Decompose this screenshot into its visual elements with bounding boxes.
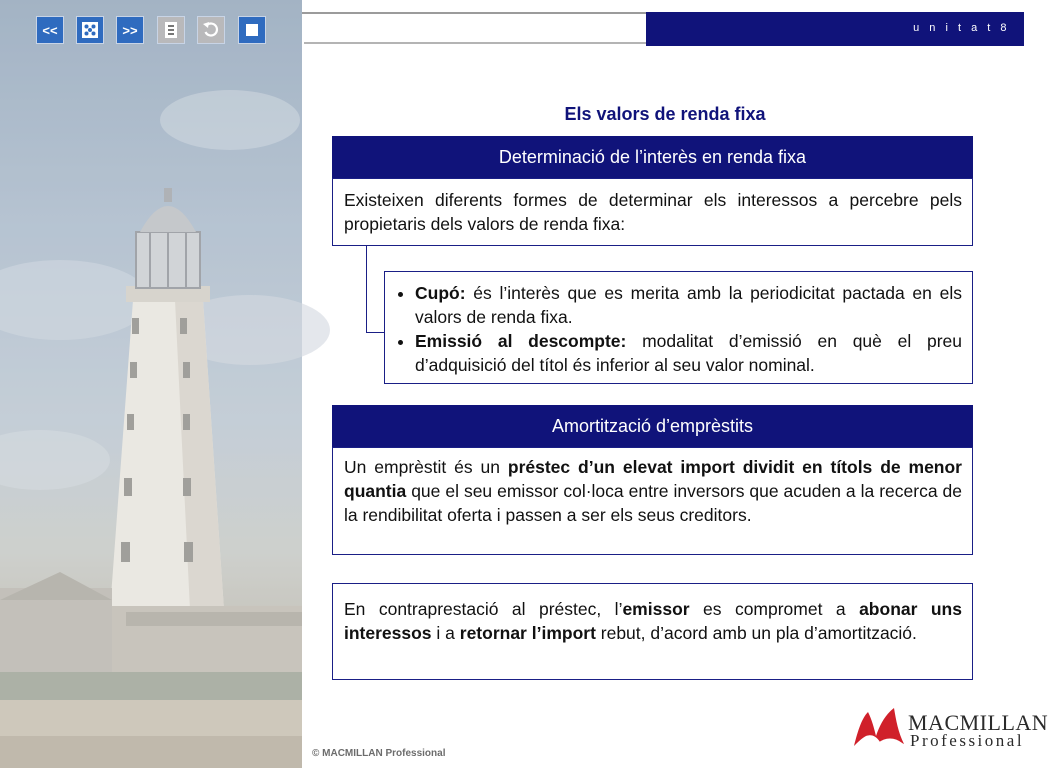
obligation-text-e: i a: [431, 623, 460, 643]
interest-types-box: [384, 271, 973, 384]
obligation-text-d: abonar uns interessos: [344, 599, 962, 643]
index-button[interactable]: [76, 16, 104, 44]
list-item: [415, 281, 962, 329]
logo-text-professional: Professional: [910, 731, 1025, 750]
header-unit-bar: [646, 12, 1024, 46]
interest-types-list: [385, 281, 962, 377]
stop-button[interactable]: [238, 16, 266, 44]
interest-intro-box: [332, 178, 973, 246]
connector-line-horizontal: [366, 332, 385, 333]
obligation-text-f: retornar l’import: [459, 623, 596, 643]
section-heading-interest: [332, 136, 973, 178]
loan-text-b: préstec d’un elevat import dividit en títols de menor quantia: [344, 457, 962, 501]
next-button[interactable]: >>: [116, 16, 144, 44]
loan-text-a: Un emprèstit és un: [344, 457, 508, 477]
list-item-term: Cupó:: [415, 283, 466, 303]
list-icon: [163, 21, 179, 39]
loan-obligations-box: [332, 583, 973, 680]
section-heading-amortization-text: Amortització d’emprèstits: [551, 415, 754, 436]
loan-text-c: que el seu emissor col·loca entre inversors que acuden a la recerca de la rendibilitat oferta i passen a ser els seus creditors.: [344, 481, 962, 525]
list-button[interactable]: [157, 16, 185, 44]
obligation-text-b: emissor: [622, 599, 690, 619]
obligation-text-a: En contraprestació al préstec, l’: [344, 599, 623, 619]
copyright-text: © MACMILLAN Professional: [312, 748, 446, 759]
section-heading-amortization: [332, 405, 973, 447]
lighthouse-photo: [0, 0, 302, 768]
obligation-text-c: es compromet a: [689, 599, 860, 619]
back-button[interactable]: [197, 16, 225, 44]
list-item: [415, 329, 962, 377]
interest-intro-text: Existeixen diferents formes de determinar els interessos a percebre pels propietaris dels valors de renda fixa:: [344, 190, 962, 234]
list-item-term: Emissió al descompte:: [415, 331, 627, 351]
section-heading-interest-text: Determinació de l’interès en renda fixa: [498, 146, 807, 167]
page-title: Els valors de renda fixa: [564, 104, 766, 124]
macmillan-logo-icon: [852, 706, 906, 750]
connector-line: [366, 246, 367, 332]
logo-text-macmillan: MACMILLAN: [908, 710, 1048, 735]
stop-icon: [245, 23, 259, 37]
obligation-text-g: rebut, d’acord amb un pla d’amortització.: [595, 623, 917, 643]
list-item-text: modalitat d’emissió en què el preu d’adquisició del títol és inferior al seu valor nominal.: [415, 331, 962, 375]
previous-button[interactable]: <<: [36, 16, 64, 44]
undo-icon: [202, 21, 220, 39]
loan-definition-box: [332, 447, 973, 555]
list-item-text: és l’interès que es merita amb la periodicitat pactada en els valors de renda fixa.: [415, 283, 962, 327]
header-blank-area: [304, 14, 646, 44]
lighthouse-illustration: [0, 0, 302, 768]
dice-icon: [81, 21, 99, 39]
unit-label: u n i t a t 8: [913, 22, 1010, 34]
